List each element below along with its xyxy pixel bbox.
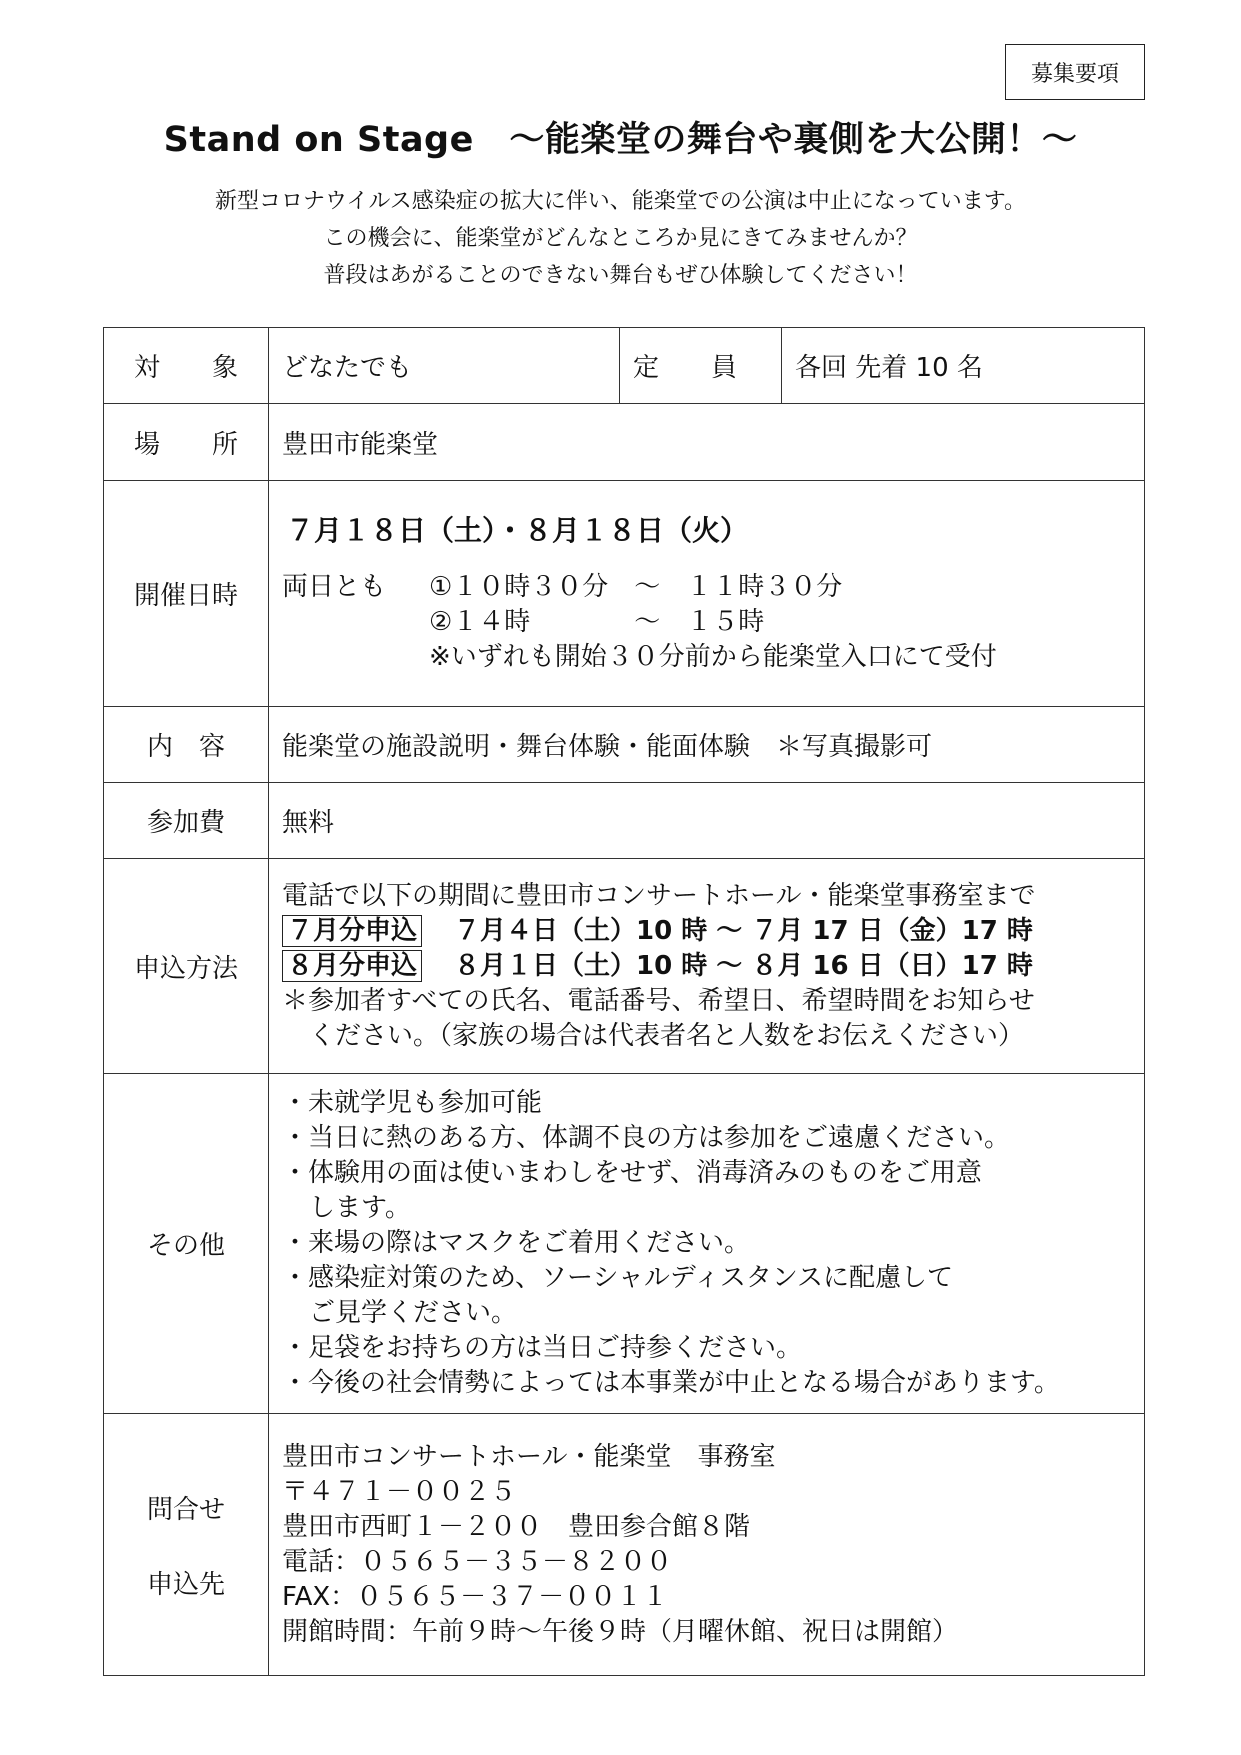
place-value: 豊田市能楽堂: [269, 404, 1145, 481]
july-apply-period: ７月４日（土）10 時 ～ ７月 17 日（金）17 時: [454, 915, 1033, 946]
aug-apply-period: ８月１日（土）10 時 ～ ８月 16 日（日）17 時: [454, 950, 1033, 981]
apply-line: 電話で以下の期間に豊田市コンサートホール・能楽堂事務室まで: [282, 880, 1036, 911]
other-item: ・感染症対策のため、ソーシャルディスタンスに配慮して: [282, 1263, 954, 1293]
target-label: 対 象: [104, 328, 269, 404]
datetime-label: 開催日時: [104, 481, 269, 707]
other-item: します。: [309, 1193, 411, 1223]
contact-line: 〒４７１－００２５: [282, 1476, 517, 1507]
content-value: 能楽堂の施設説明・舞台体験・能面体験 ＊写真撮影可: [269, 707, 1145, 783]
fee-label: 参加費: [104, 783, 269, 859]
reception-note: ※いずれも開始３０分前から能楽堂入口にて受付: [429, 641, 997, 672]
aug-apply-tag: ８月分申込: [282, 950, 422, 982]
other-item: ご見学ください。: [309, 1298, 518, 1328]
other-item: ・足袋をお持ちの方は当日ご持参ください。: [282, 1333, 803, 1363]
row-fee: [104, 783, 1145, 859]
other-item: ・今後の社会情勢によっては本事業が中止となる場合があります。: [282, 1368, 1060, 1398]
page-title: Stand on Stage ～能楽堂の舞台や裏側を大公開！～: [163, 120, 1078, 160]
target-value: どなたでも: [269, 328, 620, 404]
other-label: その他: [104, 1074, 269, 1414]
row-target-capacity: [104, 328, 1145, 404]
info-table: [103, 327, 1145, 1676]
row-contact: [104, 1414, 1145, 1676]
apply-value: [269, 859, 1145, 1074]
event-dates: ７月１８日（土）・８月１８日（火）: [286, 513, 749, 547]
datetime-value: [269, 481, 1145, 707]
row-datetime: [104, 481, 1145, 707]
row-other: [104, 1074, 1145, 1414]
intro-line: 新型コロナウイルス感染症の拡大に伴い、能楽堂での公演は中止になっています。: [215, 189, 1026, 214]
contact-value: [269, 1414, 1145, 1676]
row-apply: [104, 859, 1145, 1074]
intro-text: [0, 183, 1241, 294]
apply-to-label: 申込先: [146, 1569, 225, 1600]
contact-line: 電話：０５６５－３５－８２００: [282, 1546, 673, 1577]
apply-label: 申込方法: [104, 859, 269, 1074]
contact-label: [104, 1414, 269, 1676]
other-item: ・来場の際はマスクをご着用ください。: [282, 1228, 751, 1258]
time-slot-1: ①１０時３０分 ～ １１時３０分: [429, 571, 843, 602]
apply-note: ください。（家族の場合は代表者名と人数をお伝えください）: [309, 1020, 1025, 1051]
other-value: [269, 1074, 1145, 1414]
intro-line: 普段はあがることのできない舞台もぜひ体験してください！: [323, 263, 918, 288]
row-place: [104, 404, 1145, 481]
capacity-label: 定 員: [620, 328, 782, 404]
contact-line: 開館時間：午前９時～午後９時（月曜休館、祝日は開館）: [282, 1616, 959, 1647]
contact-line: 豊田市西町１－２００ 豊田参合館８階: [282, 1511, 751, 1542]
place-label: 場 所: [104, 404, 269, 481]
both-days-label: 両日とも: [282, 571, 387, 602]
other-item: ・体験用の面は使いまわしをせず、消毒済みのものをご用意: [282, 1158, 982, 1188]
intro-line: この機会に、能楽堂がどんなところか見にきてみませんか？: [323, 226, 918, 251]
other-item: ・当日に熱のある方、体調不良の方は参加をご遠慮ください。: [282, 1123, 1011, 1153]
row-content: [104, 707, 1145, 783]
content-label: 内 容: [104, 707, 269, 783]
contact-line: FAX：０５６５－３７－００１１: [282, 1581, 669, 1612]
july-apply-tag: ７月分申込: [282, 915, 422, 947]
apply-note: ＊参加者すべての氏名、電話番号、希望日、希望時間をお知らせ: [282, 985, 1035, 1016]
time-slot-2: ②１４時 ～ １５時: [429, 606, 765, 637]
contact-line: 豊田市コンサートホール・能楽堂 事務室: [282, 1441, 776, 1472]
other-item: ・未就学児も参加可能: [282, 1088, 543, 1118]
capacity-value: 各回 先着 10 名: [782, 328, 1145, 404]
recruitment-badge: 募集要項: [1005, 44, 1145, 100]
inquiry-label: 問合せ: [146, 1494, 225, 1525]
fee-value: 無料: [269, 783, 1145, 859]
